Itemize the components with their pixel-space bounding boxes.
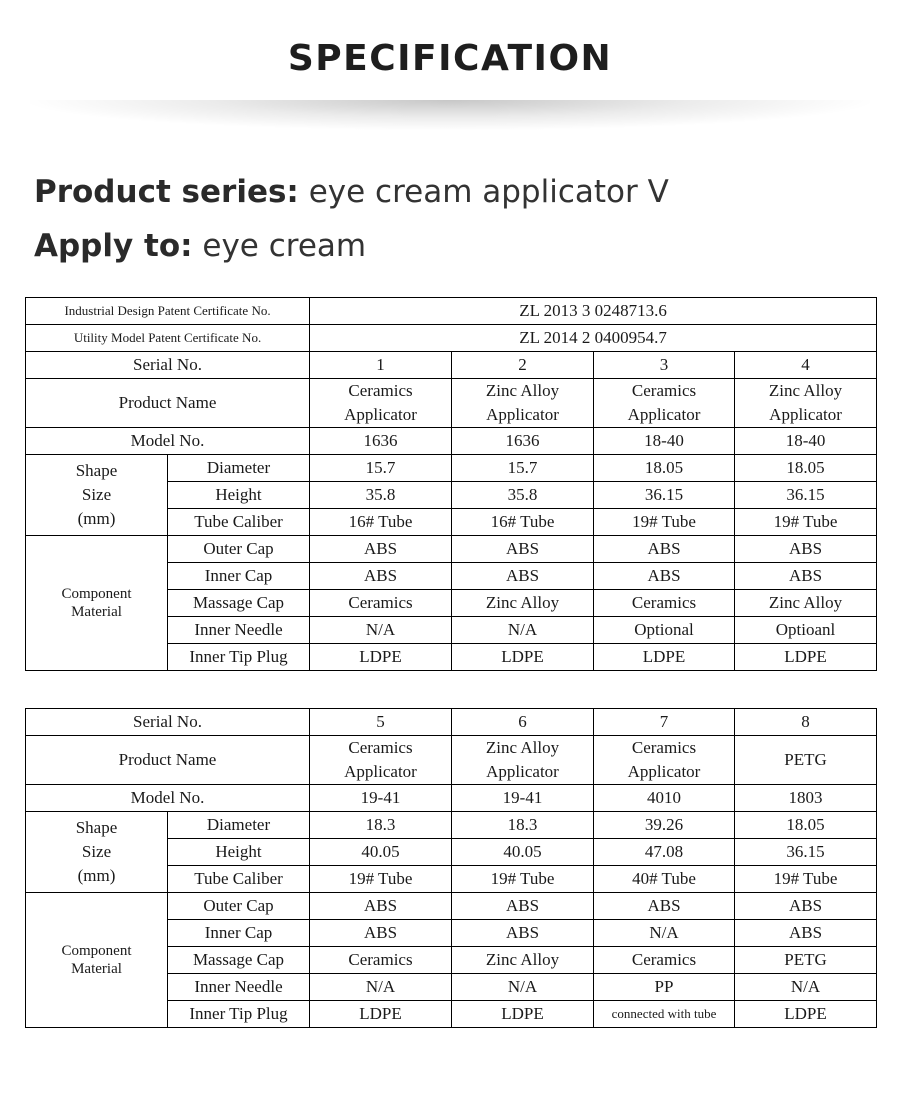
height-cell: 35.8: [310, 482, 452, 509]
table-row: [26, 893, 877, 920]
model-no-label: Model No.: [26, 785, 310, 812]
serial-no-label: Serial No.: [26, 709, 310, 736]
model-cell: 19-41: [310, 785, 452, 812]
height-label: Height: [168, 839, 310, 866]
product-name-cell: [735, 379, 877, 428]
product-name-cell: [452, 379, 594, 428]
inner-tip-plug-cell: LDPE: [310, 644, 452, 671]
model-cell: 1636: [452, 428, 594, 455]
product-name-cell: [310, 379, 452, 428]
product-series-line: [34, 174, 669, 210]
diameter-cell: 18.3: [452, 812, 594, 839]
inner-cap-cell: N/A: [594, 920, 735, 947]
serial-cell: 5: [310, 709, 452, 736]
product-name-line: Zinc Alloy: [485, 738, 560, 757]
table-row: [26, 352, 877, 379]
tube-caliber-label: Tube Caliber: [168, 509, 310, 536]
tube-caliber-cell: 19# Tube: [735, 866, 877, 893]
product-name-line: Applicator: [344, 762, 417, 781]
inner-needle-label: Inner Needle: [168, 617, 310, 644]
tube-caliber-cell: 19# Tube: [452, 866, 594, 893]
product-name-line: Applicator: [627, 762, 701, 781]
height-cell: 35.8: [452, 482, 594, 509]
shape-size-line: (mm): [77, 509, 116, 528]
serial-cell: 1: [310, 352, 452, 379]
product-series-label: Product series:: [34, 174, 299, 210]
height-cell: 36.15: [735, 482, 877, 509]
component-material-line: Material: [71, 961, 122, 977]
diameter-label: Diameter: [168, 812, 310, 839]
product-name-cell: [594, 379, 735, 428]
diameter-cell: 18.3: [310, 812, 452, 839]
inner-needle-cell: PP: [594, 974, 735, 1001]
shape-size-line: Size: [81, 842, 112, 861]
outer-cap-cell: ABS: [594, 893, 735, 920]
massage-cap-cell: Ceramics: [594, 590, 735, 617]
product-name-cell: [735, 736, 877, 785]
inner-cap-cell: ABS: [735, 563, 877, 590]
model-cell: 4010: [594, 785, 735, 812]
massage-cap-cell: Zinc Alloy: [452, 590, 594, 617]
inner-cap-cell: ABS: [594, 563, 735, 590]
industrial-patent-label: Industrial Design Patent Certificate No.: [26, 298, 310, 325]
utility-patent-number: ZL 2014 2 0400954.7: [310, 325, 877, 352]
table-row: [26, 785, 877, 812]
shape-size-line: (mm): [77, 866, 116, 885]
inner-needle-cell: N/A: [452, 974, 594, 1001]
spec-table-1: [25, 297, 877, 671]
apply-to-line: [34, 228, 366, 264]
inner-tip-plug-cell: connected with tube: [594, 1001, 735, 1028]
massage-cap-label: Massage Cap: [168, 590, 310, 617]
serial-cell: 4: [735, 352, 877, 379]
serial-no-label: Serial No.: [26, 352, 310, 379]
diameter-label: Diameter: [168, 455, 310, 482]
outer-cap-cell: ABS: [310, 536, 452, 563]
inner-tip-plug-cell: LDPE: [594, 644, 735, 671]
component-material-label: [26, 536, 168, 671]
product-name-line: Ceramics: [631, 738, 697, 757]
height-cell: 40.05: [310, 839, 452, 866]
product-name-cell: [310, 736, 452, 785]
diameter-cell: 39.26: [594, 812, 735, 839]
outer-cap-cell: ABS: [452, 893, 594, 920]
outer-cap-cell: ABS: [594, 536, 735, 563]
inner-needle-cell: N/A: [735, 974, 877, 1001]
inner-cap-cell: ABS: [452, 920, 594, 947]
massage-cap-cell: Ceramics: [310, 590, 452, 617]
diameter-cell: 15.7: [452, 455, 594, 482]
height-cell: 47.08: [594, 839, 735, 866]
outer-cap-cell: ABS: [735, 536, 877, 563]
table-row: [26, 298, 877, 325]
serial-cell: 6: [452, 709, 594, 736]
product-name-line: Ceramics: [348, 738, 413, 757]
massage-cap-cell: Zinc Alloy: [735, 590, 877, 617]
product-name-cell: [452, 736, 594, 785]
inner-needle-cell: N/A: [310, 974, 452, 1001]
inner-cap-label: Inner Cap: [168, 563, 310, 590]
outer-cap-label: Outer Cap: [168, 536, 310, 563]
inner-tip-plug-label: Inner Tip Plug: [168, 644, 310, 671]
product-name-label: Product Name: [26, 736, 310, 785]
inner-needle-cell: Optioanl: [735, 617, 877, 644]
inner-tip-plug-cell: LDPE: [735, 644, 877, 671]
product-name-line: Applicator: [486, 762, 559, 781]
height-cell: 40.05: [452, 839, 594, 866]
inner-cap-cell: ABS: [735, 920, 877, 947]
spec-table-2: [25, 708, 877, 1028]
shape-size-line: Shape: [75, 818, 118, 837]
table-row: [26, 709, 877, 736]
table-row: [26, 455, 877, 482]
product-name-line: Zinc Alloy: [768, 381, 843, 400]
inner-cap-label: Inner Cap: [168, 920, 310, 947]
component-material-label: [26, 893, 168, 1028]
product-name-line: PETG: [784, 750, 827, 769]
inner-needle-cell: N/A: [452, 617, 594, 644]
table-row: [26, 812, 877, 839]
massage-cap-cell: Ceramics: [594, 947, 735, 974]
height-cell: 36.15: [594, 482, 735, 509]
massage-cap-label: Massage Cap: [168, 947, 310, 974]
serial-cell: 8: [735, 709, 877, 736]
tube-caliber-cell: 16# Tube: [452, 509, 594, 536]
inner-cap-cell: ABS: [452, 563, 594, 590]
component-material-line: Component: [61, 943, 132, 959]
model-cell: 1803: [735, 785, 877, 812]
apply-to-label: Apply to:: [34, 228, 193, 264]
product-name-line: Applicator: [769, 405, 842, 424]
table-row: [26, 379, 877, 428]
page-title: SPECIFICATION: [287, 38, 613, 79]
diameter-cell: 18.05: [735, 812, 877, 839]
tube-caliber-cell: 19# Tube: [594, 509, 735, 536]
tube-caliber-cell: 19# Tube: [310, 866, 452, 893]
massage-cap-cell: Zinc Alloy: [452, 947, 594, 974]
shape-size-line: Size: [81, 485, 112, 504]
model-cell: 18-40: [735, 428, 877, 455]
inner-needle-cell: N/A: [310, 617, 452, 644]
product-name-line: Applicator: [486, 405, 559, 424]
outer-cap-cell: ABS: [310, 893, 452, 920]
industrial-patent-number: ZL 2013 3 0248713.6: [310, 298, 877, 325]
product-name-line: Ceramics: [348, 381, 413, 400]
inner-needle-cell: Optional: [594, 617, 735, 644]
component-material-line: Component: [61, 586, 132, 602]
table-row: [26, 736, 877, 785]
tube-caliber-cell: 16# Tube: [310, 509, 452, 536]
utility-patent-label: Utility Model Patent Certificate No.: [26, 325, 310, 352]
tube-caliber-cell: 40# Tube: [594, 866, 735, 893]
serial-cell: 3: [594, 352, 735, 379]
table-row: [26, 325, 877, 352]
product-series-value: eye cream applicator Ⅴ: [308, 174, 669, 210]
apply-to-value: eye cream: [202, 228, 367, 264]
inner-tip-plug-label: Inner Tip Plug: [168, 1001, 310, 1028]
tube-caliber-label: Tube Caliber: [168, 866, 310, 893]
height-cell: 36.15: [735, 839, 877, 866]
diameter-cell: 18.05: [594, 455, 735, 482]
massage-cap-cell: Ceramics: [310, 947, 452, 974]
table-row: [26, 428, 877, 455]
serial-cell: 7: [594, 709, 735, 736]
outer-cap-cell: ABS: [735, 893, 877, 920]
shape-size-line: Shape: [75, 461, 118, 480]
inner-cap-cell: ABS: [310, 920, 452, 947]
title-divider-shadow: [30, 100, 870, 130]
product-name-line: Zinc Alloy: [485, 381, 560, 400]
shape-size-label: [26, 812, 168, 893]
inner-tip-plug-cell: LDPE: [452, 1001, 594, 1028]
serial-cell: 2: [452, 352, 594, 379]
product-name-line: Ceramics: [631, 381, 697, 400]
product-name-line: Applicator: [627, 405, 701, 424]
diameter-cell: 15.7: [310, 455, 452, 482]
model-cell: 18-40: [594, 428, 735, 455]
model-no-label: Model No.: [26, 428, 310, 455]
model-cell: 19-41: [452, 785, 594, 812]
table-row: [26, 536, 877, 563]
outer-cap-cell: ABS: [452, 536, 594, 563]
massage-cap-cell: PETG: [735, 947, 877, 974]
model-cell: 1636: [310, 428, 452, 455]
inner-needle-label: Inner Needle: [168, 974, 310, 1001]
height-label: Height: [168, 482, 310, 509]
inner-tip-plug-cell: LDPE: [735, 1001, 877, 1028]
product-name-label: Product Name: [26, 379, 310, 428]
inner-tip-plug-cell: LDPE: [452, 644, 594, 671]
component-material-line: Material: [71, 604, 122, 620]
outer-cap-label: Outer Cap: [168, 893, 310, 920]
tube-caliber-cell: 19# Tube: [735, 509, 877, 536]
inner-tip-plug-cell: LDPE: [310, 1001, 452, 1028]
product-name-line: Applicator: [344, 405, 417, 424]
diameter-cell: 18.05: [735, 455, 877, 482]
shape-size-label: [26, 455, 168, 536]
product-name-cell: [594, 736, 735, 785]
inner-cap-cell: ABS: [310, 563, 452, 590]
